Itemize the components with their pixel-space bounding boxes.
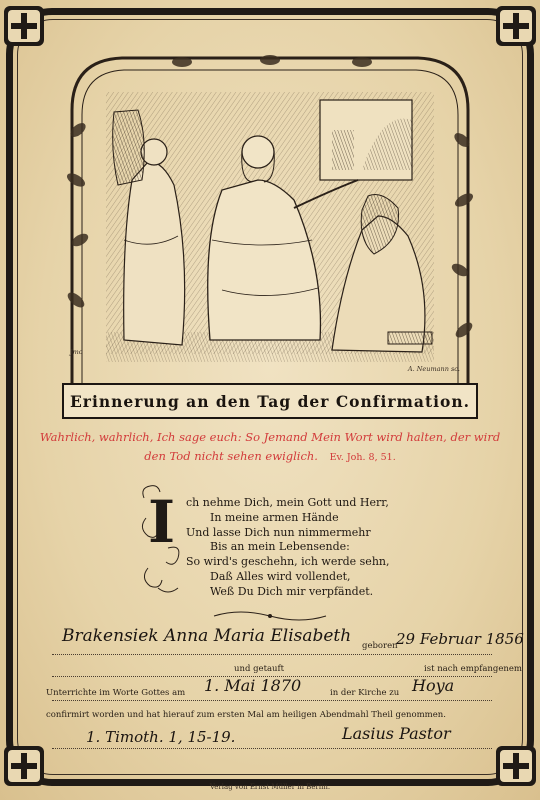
poem-line: Weß Du Dich mir verpfändet. (210, 584, 374, 598)
publisher-imprint: Verlag von Ernst Müller in Berlin. (209, 783, 331, 791)
bible-verse (36, 428, 504, 467)
poem-block (186, 496, 446, 600)
bible-reference: 1. Timoth. 1, 15-19. (86, 728, 236, 746)
name-line (52, 654, 492, 655)
church-place: Hoya (412, 676, 455, 695)
poem-line: Und lasse Dich nun nimmermehr (186, 525, 371, 539)
label-unterricht: Unterrichte im Worte Gottes am (46, 688, 186, 698)
verse-reference: Ev. Joh. 8, 51. (329, 452, 396, 463)
engraver-monogram: Jmc (70, 348, 83, 356)
label-confirmirt: confirmirt worden und hat hierauf zum ersten Mal am heiligen Abendmahl Theil genommen. (46, 710, 446, 720)
dropcap-letter: I (148, 488, 176, 556)
poem-line: So wird's geschehn, ich werde sehn, (186, 555, 390, 569)
ornamental-dropcap-icon (138, 478, 184, 598)
label-in-der-kirche: in der Kirche zu (330, 688, 400, 698)
label-geboren: geboren (362, 641, 398, 651)
pastor-signature: Lasius Pastor (342, 724, 451, 743)
cross-corner-icon-bottom-right (494, 744, 538, 788)
flourish-divider-icon (210, 608, 330, 624)
cross-corner-icon-top-left (2, 4, 46, 48)
label-und-getauft: und getauft (234, 664, 285, 674)
signature-line (52, 748, 492, 749)
cross-corner-icon-top-right (494, 4, 538, 48)
engraving-illustration (62, 40, 478, 385)
verse-line-2: den Tod nicht sehen ewiglich. (144, 449, 318, 463)
artist-signature: A. Neumann sc. (407, 365, 460, 373)
certificate-title: Erinnerung an den Tag der Confirmation. (62, 383, 478, 419)
poem-line: Bis an mein Lebensende: (210, 540, 350, 554)
instruction-line (52, 700, 492, 701)
birth-date: 29 Februar 1856 (396, 630, 524, 648)
verse-line-1: Wahrlich, wahrlich, Ich sage euch: So Jemand Mein Wort wird halten, der wird (39, 430, 501, 444)
cross-corner-icon-bottom-left (2, 744, 46, 788)
poem-line: In meine armen Hände (210, 510, 339, 524)
poem-line: ch nehme Dich, mein Gott und Herr, (186, 496, 389, 509)
label-nach-empfangenem: ist nach empfangenem (424, 664, 522, 674)
poem-line: Daß Alles wird vollendet, (210, 569, 351, 583)
confirmation-date: 1. Mai 1870 (204, 676, 302, 695)
confirmand-name: Brakensiek Anna Maria Elisabeth (62, 626, 352, 646)
